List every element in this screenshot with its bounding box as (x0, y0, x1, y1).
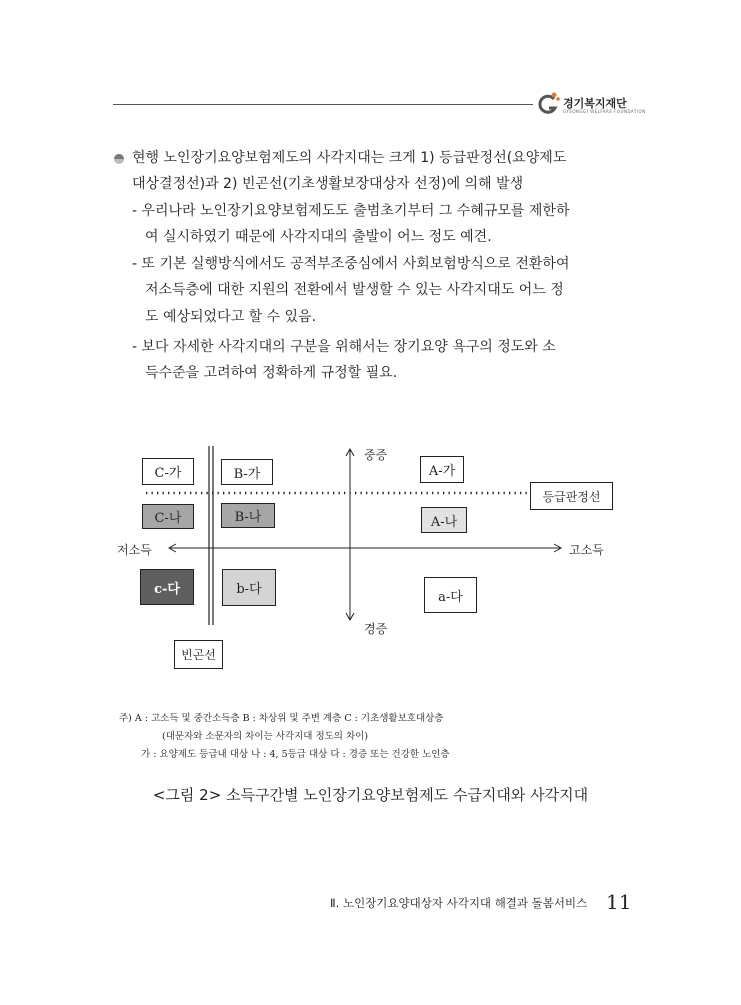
box-a-na: A-나 (421, 507, 467, 533)
axis-top-label: 중증 (364, 448, 388, 462)
axis-bottom-label: 경증 (364, 622, 388, 636)
poverty-line-label: 빈곤선 (174, 640, 223, 669)
body-line: 도 예상되었다고 할 수 있음. (145, 309, 317, 325)
body-line: 득수준을 고려하여 정확하게 규정할 필요. (145, 365, 398, 381)
body-line: 대상결정선)과 2) 빈곤선(기초생활보장대상자 선정)에 의해 발생 (132, 176, 524, 192)
box-b-ga: B-가 (221, 459, 273, 485)
box-c-ga: C-가 (142, 458, 194, 485)
logo-subtext: GYEONGGI WELFARE FOUNDATION (563, 109, 646, 114)
body-line: - 또 기본 실행방식에서도 공적부조중심에서 사회보험방식으로 전환하여 (132, 256, 570, 272)
logo-text: 경기복지재단 (563, 97, 627, 110)
note-line: 가 : 요양제도 등급내 대상 나 : 4, 5등급 대상 다 : 경증 또는 건강한 노인층 (141, 749, 450, 760)
body-line: 여 실시하였기 때문에 사각지대의 출발이 어느 정도 예견. (145, 229, 492, 245)
box-c-na: C-나 (142, 504, 194, 529)
figure-caption: <그림 2> 소득구간별 노인장기요양보험제도 수급지대와 사각지대 (152, 786, 589, 804)
axis-left-label: 저소득 (117, 543, 152, 557)
body-line: - 우리나라 노인장기요양보험제도도 출범초기부터 그 수혜규모를 제한하 (132, 203, 570, 219)
footer-chapter: Ⅱ. 노인장기요양대상자 사각지대 해결과 돌봄서비스 (330, 896, 588, 910)
body-line: - 보다 자세한 사각지대의 구분을 위해서는 장기요양 욕구의 정도와 소 (132, 339, 556, 355)
page-number: 11 (606, 890, 632, 914)
box-b-na: B-나 (221, 503, 275, 528)
body-line: 저소득층에 대한 지원의 전환에서 발생할 수 있는 사각지대도 어느 정 (145, 282, 564, 298)
grade-line-label: 등급판정선 (530, 482, 613, 510)
box-a-ga: A-가 (420, 456, 464, 483)
box-a-da: a-다 (424, 577, 477, 613)
axis-right-label: 고소득 (569, 543, 604, 557)
body-line: 현행 노인장기요양보험제도의 사각지대는 크게 1) 등급판정선(요양제도 (132, 150, 567, 166)
note-line: (대문자와 소문자의 차이는 사각지대 정도의 차이) (162, 731, 369, 742)
box-b-da: b-다 (222, 569, 276, 606)
note-line: 주) A : 고소득 및 중간소득층 B : 차상위 및 주변 계층 C : 기초생활보호대상층 (119, 713, 444, 724)
box-c-da: c-다 (140, 569, 194, 605)
